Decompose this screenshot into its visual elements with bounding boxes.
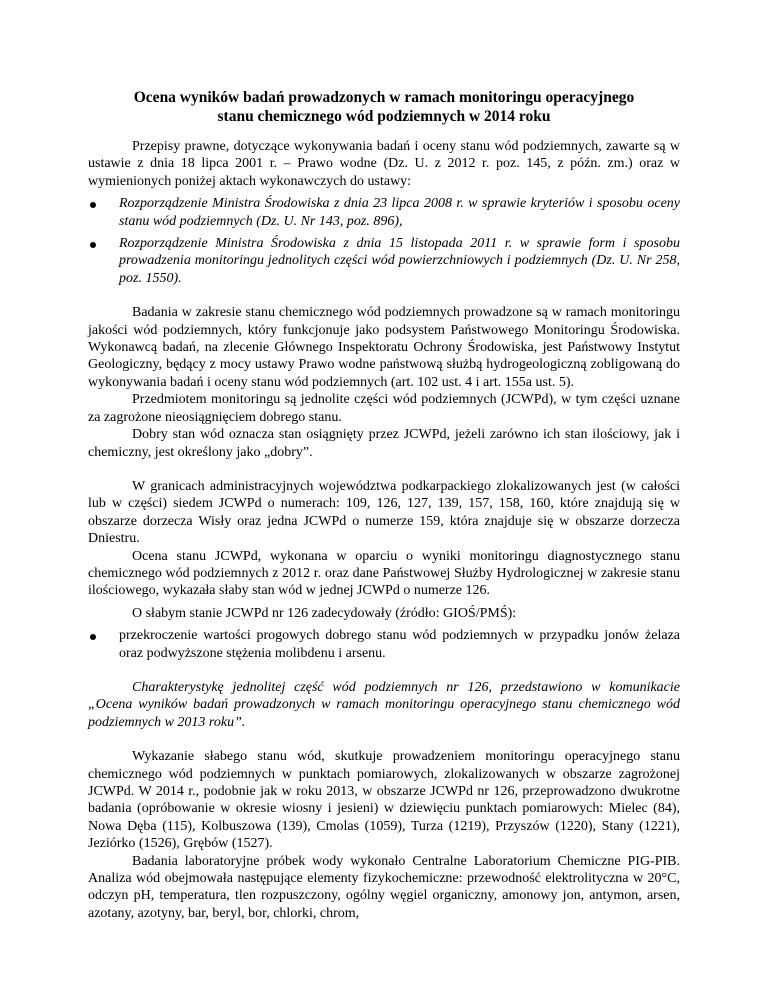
reason-1: przekroczenie wartości progowych dobrego stanu wód podziemnych w przypadku jonów żelaza oraz podwyższone stężenia molibdenu i arsenu.: [119, 628, 680, 661]
paragraph-granice: W granicach administracyjnych województwa podkarpackiego zlokalizowanych jest (w całości lub w części) siedem JCWPd o numerach: 109, 126, 127, 139, 157, 158, 160, które znajdują się w obszarze dorzecza Wisły oraz jedna JCWPd o numerze 159, która znajduje się w obszarze dorzecza Dniestru.: [88, 478, 680, 547]
title-line-1: Ocena wyników badań prowadzonych w ramach monitoringu operacyjnego: [133, 89, 635, 106]
regulations-list: [88, 195, 680, 287]
paragraph-laboratoryjne: Badania laboratoryjne próbek wody wykonało Centralne Laboratorium Chemiczne PIG-PIB. Analiza wód obejmowała następujące elementy fizykochemiczne: przewodność elektrolityczna w 20°C, odczyn pH, temperatura, tlen rozpuszczony, ogólny węgiel organiczny, amonowy jon, antymon, arsen, azotany, azotyny, bar, beryl, bor, chlorki, chrom,: [88, 853, 680, 921]
paragraph-dobry-stan: Dobry stan wód oznacza stan osiągnięty przez JCWPd, jeżeli zarówno ich stan ilościowy, jak i chemiczny, jest określony jako „dobry”.: [88, 427, 680, 460]
intro-paragraph: Przepisy prawne, dotyczące wykonywania badań i oceny stanu wód podziemnych, zawarte są w ustawie z dnia 18 lipca 2001 r. – Prawo wodne (Dz. U. z 2012 r. poz. 145, z późn. zm.) oraz w wymienionych poniżej aktach wykonawczych do ustawy:: [88, 139, 680, 189]
bullet-icon: [90, 202, 96, 208]
regulation-2: Rozporządzenie Ministra Środowiska z dnia 15 listopada 2011 r. w sprawie form i sposobu prowadzenia monitoringu jednolitych części wód powierzchniowych i podziemnych (Dz. U. Nr 258, poz. 1550).: [119, 236, 680, 286]
paragraph-ocena: Ocena stanu JCWPd, wykonana w oparciu o wyniki monitoringu diagnostycznego stanu chemicznego wód podziemnych z 2012 r. oraz dane Państwowej Służby Hydrologicznej w zakresie stanu ilościowego, wykazała słaby stan wód w jednej JCWPd o numerze 126.: [88, 548, 680, 599]
bullet-icon: [90, 634, 96, 640]
paragraph-przedmiotem: Przedmiotem monitoringu są jednolite części wód podziemnych (JCWPd), w tym części uznane za zagrożone nieosiągnięciem dobrego stanu.: [88, 392, 680, 425]
document-page: [88, 88, 680, 922]
list-item: [88, 627, 680, 662]
bullet-icon: [90, 242, 96, 248]
list-item: [88, 195, 680, 230]
page-title: [88, 88, 680, 126]
paragraph-wykazanie: Wykazanie słabego stanu wód, skutkuje prowadzeniem monitoringu operacyjnego stanu chemicznego wód podziemnych w punktach pomiarowych, zlokalizowanych w obszarze zagrożonej JCWPd. W 2014 r., podobnie jak w roku 2013, w obszarze JCWPd nr 126, przeprowadzono dwukrotne badania (opróbowanie w okresie wiosny i jesieni) w dziewięciu punktach pomiarowych: Mielec (84), Nowa Dęba (115), Kolbuszowa (139), Cmolas (1059), Turza (1219), Przyszów (1220), Stany (1221), Jeziórko (1526), Grębów (1527).: [88, 749, 680, 852]
paragraph-slabym-stanie: O słabym stanie JCWPd nr 126 zadecydowały (źródło: GIOŚ/PMŚ):: [132, 605, 517, 621]
reasons-list: [88, 627, 680, 662]
list-item: [88, 235, 680, 287]
paragraph-charakterystyka: Charakterystykę jednolitej część wód podziemnych nr 126, przedstawiono w komunikacie „Ocena wyników badań prowadzonych w ramach monitoringu operacyjnego stanu chemicznego wód podziemnych w 2013 roku”.: [88, 679, 680, 730]
title-line-2: stanu chemicznego wód podziemnych w 2014 roku: [217, 108, 551, 125]
regulation-1: Rozporządzenie Ministra Środowiska z dnia 23 lipca 2008 r. w sprawie kryteriów i sposobu oceny stanu wód podziemnych (Dz. U. Nr 143, poz. 896),: [119, 196, 680, 229]
paragraph-badania: Badania w zakresie stanu chemicznego wód podziemnych prowadzone są w ramach monitoringu jakości wód podziemnych, który funkcjonuje jako podsystem Państwowego Monitoringu Środowiska. Wykonawcą badań, na zlecenie Głównego Inspektoratu Ochrony Środowiska, jest Państwowy Instytut Geologiczny, będący z mocy ustawy Prawo wodne państwową służbą hydrogeologiczną zobligowaną do wykonywania badań i oceny stanu wód podziemnych (art. 102 ust. 4 i art. 155a ust. 5).: [88, 305, 680, 390]
